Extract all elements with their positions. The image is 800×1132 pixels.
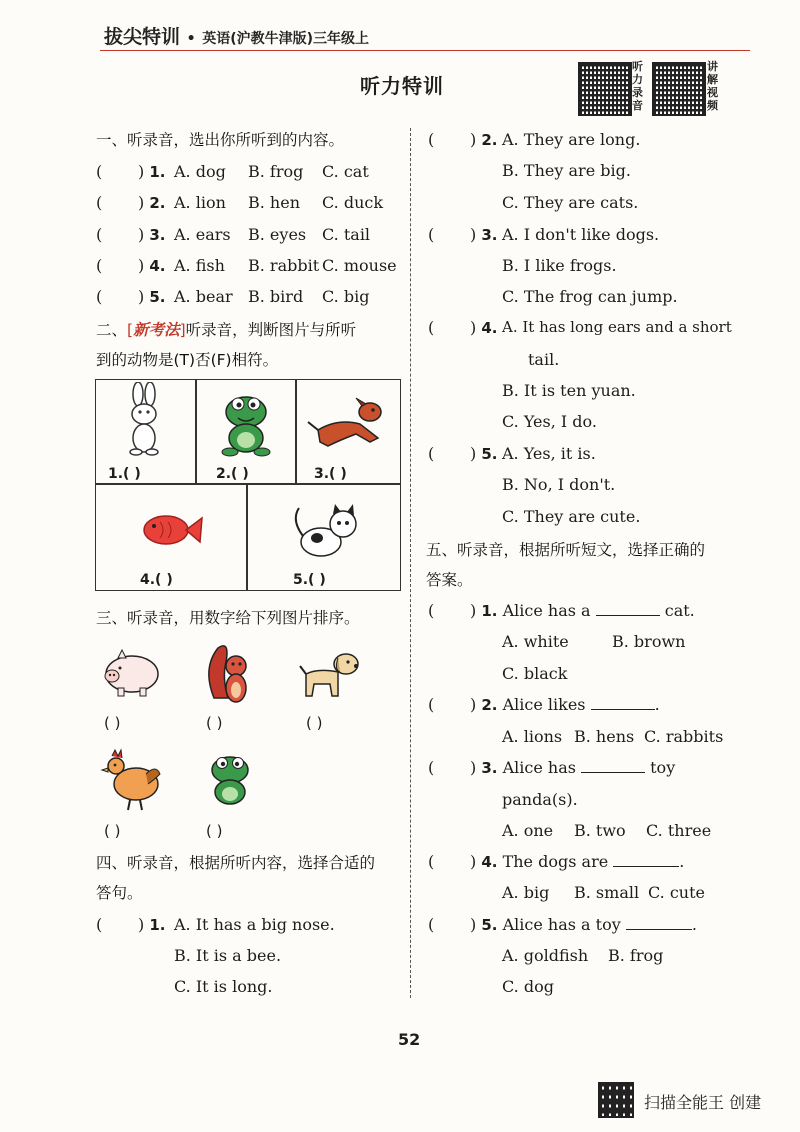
section2-heading-post: 听录音，判断图片与所听 <box>185 321 357 339</box>
s2-label-3[interactable]: 3.( ) <box>314 466 347 482</box>
s1-q4-a: A. fish <box>174 256 225 275</box>
s1-question-4: ( ) 4. <box>96 256 166 275</box>
s4-q4-a2: tail. <box>528 350 560 369</box>
s4-q5-b: B. No, I don't. <box>502 475 616 494</box>
s5-question-3: ( ) 3. Alice has toy <box>428 758 676 777</box>
s5-q5-a: A. goldfish <box>502 946 589 965</box>
column-divider <box>410 128 411 998</box>
watermark-text: 扫描全能王 创建 <box>644 1093 762 1112</box>
s4-question-1: ( ) 1. <box>96 915 166 934</box>
book-brand <box>104 22 369 49</box>
s1-q3-num: 3. <box>149 226 166 244</box>
s5-q2-blank[interactable] <box>591 695 655 710</box>
section2-heading-line2: 到的动物是(T)否(F)相符。 <box>96 351 279 369</box>
s2-cell-2 <box>195 379 297 485</box>
s1-q2-a: A. lion <box>174 193 226 212</box>
s5-q5-blank[interactable] <box>626 915 692 930</box>
video-qr-code[interactable] <box>652 62 706 116</box>
section4-heading: 四、听录音，根据所听内容，选择合适的 <box>96 854 376 872</box>
s3-paren-3[interactable]: ( ) <box>306 714 323 732</box>
s1-question-1: ( ) 1. <box>96 162 166 181</box>
s1-q4-num: 4. <box>149 257 166 275</box>
section4-heading-line2: 答句。 <box>96 884 143 902</box>
s5-q1-b: B. brown <box>612 632 686 651</box>
s1-q4-c: C. mouse <box>322 256 397 275</box>
frog-picture-2 <box>200 750 260 810</box>
s2-cell-3 <box>295 379 401 485</box>
s5-question-4: ( ) 4. The dogs are . <box>428 852 685 871</box>
s2-cell-5 <box>246 483 401 591</box>
s2-label-5[interactable]: 5.( ) <box>293 572 326 588</box>
s1-q5-b: B. bird <box>248 287 304 306</box>
s3-paren-4[interactable]: ( ) <box>104 822 121 840</box>
s4-q2-c: C. They are cats. <box>502 193 639 212</box>
s4-question-3: ( ) 3. <box>428 225 498 244</box>
new-exam-tag: 新考法 <box>133 321 180 339</box>
pig-picture <box>96 644 166 704</box>
s3-paren-1[interactable]: ( ) <box>104 714 121 732</box>
s4-q3-a: A. I don't like dogs. <box>502 225 660 244</box>
s3-paren-5[interactable]: ( ) <box>206 822 223 840</box>
s4-q1-a: A. It has a big nose. <box>174 915 335 934</box>
s1-q1-c: C. cat <box>322 162 369 181</box>
s4-q5-c: C. They are cute. <box>502 507 641 526</box>
s1-q2-c: C. duck <box>322 193 384 212</box>
s1-question-3: ( ) 3. <box>96 225 166 244</box>
section2-heading: 二、[新考法]听录音，判断图片与所听 <box>96 321 357 339</box>
s5-q2-c: C. rabbits <box>644 727 724 746</box>
s5-q3-c: C. three <box>646 821 712 840</box>
s5-q3-blank[interactable] <box>581 758 645 773</box>
s5-q4-b: B. small <box>574 883 640 902</box>
fish-picture <box>96 490 246 570</box>
page-title: 听力特训 <box>360 74 444 98</box>
s2-label-1[interactable]: 1.( ) <box>108 466 141 482</box>
s1-q4-b: B. rabbit <box>248 256 320 275</box>
s4-q1-b: B. It is a bee. <box>174 946 282 965</box>
section2-heading-pre: 二、 <box>96 321 128 339</box>
s3-paren-2[interactable]: ( ) <box>206 714 223 732</box>
s1-q3-c: C. tail <box>322 225 371 244</box>
s4-q1-c: C. It is long. <box>174 977 273 996</box>
header-rule <box>100 50 750 51</box>
s1-q5-a: A. bear <box>174 287 233 306</box>
s1-q5-num: 5. <box>149 288 166 306</box>
puppy-picture <box>298 644 368 704</box>
s1-q1-num: 1. <box>149 163 166 181</box>
s5-q2-b: B. hens <box>574 727 635 746</box>
s5-question-1: ( ) 1. Alice has a cat. <box>428 601 695 620</box>
s4-question-2: ( ) 2. <box>428 130 498 149</box>
s4-q4-a: A. It has long ears and a short <box>502 318 732 336</box>
section3-heading: 三、听录音，用数字给下列图片排序。 <box>96 609 360 627</box>
brand-dot: • <box>186 31 196 47</box>
page-number: 52 <box>398 1030 421 1049</box>
brand-name: 拔尖特训 <box>104 26 181 48</box>
s1-q3-a: A. ears <box>174 225 231 244</box>
scanner-qr-icon <box>598 1082 634 1118</box>
s1-question-2: ( ) 2. <box>96 193 166 212</box>
frog-picture <box>196 384 296 464</box>
s5-q5-b: B. frog <box>608 946 664 965</box>
s5-q4-blank[interactable] <box>613 852 679 867</box>
s5-q5-c: C. dog <box>502 977 554 996</box>
cat-picture <box>247 490 397 570</box>
s5-q3-b: B. two <box>574 821 626 840</box>
s5-question-2: ( ) 2. Alice likes . <box>428 695 660 714</box>
s1-q1-b: B. frog <box>248 162 304 181</box>
s2-label-2[interactable]: 2.( ) <box>216 466 249 482</box>
s1-q2-b: B. hen <box>248 193 301 212</box>
s5-q1-blank[interactable] <box>596 601 660 616</box>
s1-q1-a: A. dog <box>174 162 226 181</box>
s5-q1-c: C. black <box>502 664 568 683</box>
s5-q3-line2: panda(s). <box>502 790 578 809</box>
dog-picture <box>298 382 398 462</box>
audio-qr-label: 听力录音 <box>632 60 643 112</box>
section5-heading: 五、听录音，根据所听短文，选择正确的 <box>426 541 706 559</box>
s4-q5-a: A. Yes, it is. <box>502 444 596 463</box>
section5-heading-line2: 答案。 <box>426 571 473 589</box>
s4-q3-b: B. I like frogs. <box>502 256 617 275</box>
s4-q2-a: A. They are long. <box>502 130 641 149</box>
s2-cell-1 <box>95 379 197 485</box>
s4-question-4: ( ) 4. <box>428 318 498 337</box>
s5-q3-a: A. one <box>502 821 554 840</box>
s1-question-5: ( ) 5. <box>96 287 166 306</box>
s4-q3-c: C. The frog can jump. <box>502 287 678 306</box>
squirrel-picture <box>200 638 260 708</box>
s2-label-4[interactable]: 4.( ) <box>140 572 173 588</box>
hen-picture <box>98 744 168 814</box>
s4-q2-b: B. They are big. <box>502 161 631 180</box>
s5-question-5: ( ) 5. Alice has a toy . <box>428 915 697 934</box>
rabbit-picture <box>96 382 196 462</box>
s4-q4-b: B. It is ten yuan. <box>502 381 636 400</box>
section1-heading: 一、听录音，选出你所听到的内容。 <box>96 131 345 149</box>
video-qr-label: 讲解视频 <box>707 60 718 112</box>
s5-q4-a: A. big <box>502 883 550 902</box>
s4-q4-c: C. Yes, I do. <box>502 412 597 431</box>
s1-q5-c: C. big <box>322 287 370 306</box>
s5-q4-c: C. cute <box>648 883 706 902</box>
s1-q2-num: 2. <box>149 194 166 212</box>
s5-q2-a: A. lions <box>502 727 563 746</box>
s4-question-5: ( ) 5. <box>428 444 498 463</box>
s2-cell-4 <box>95 483 248 591</box>
audio-qr-code[interactable] <box>578 62 632 116</box>
s1-q3-b: B. eyes <box>248 225 307 244</box>
book-subject: 英语(沪教牛津版)三年级上 <box>202 31 370 47</box>
s5-q1-a: A. white <box>502 632 569 651</box>
